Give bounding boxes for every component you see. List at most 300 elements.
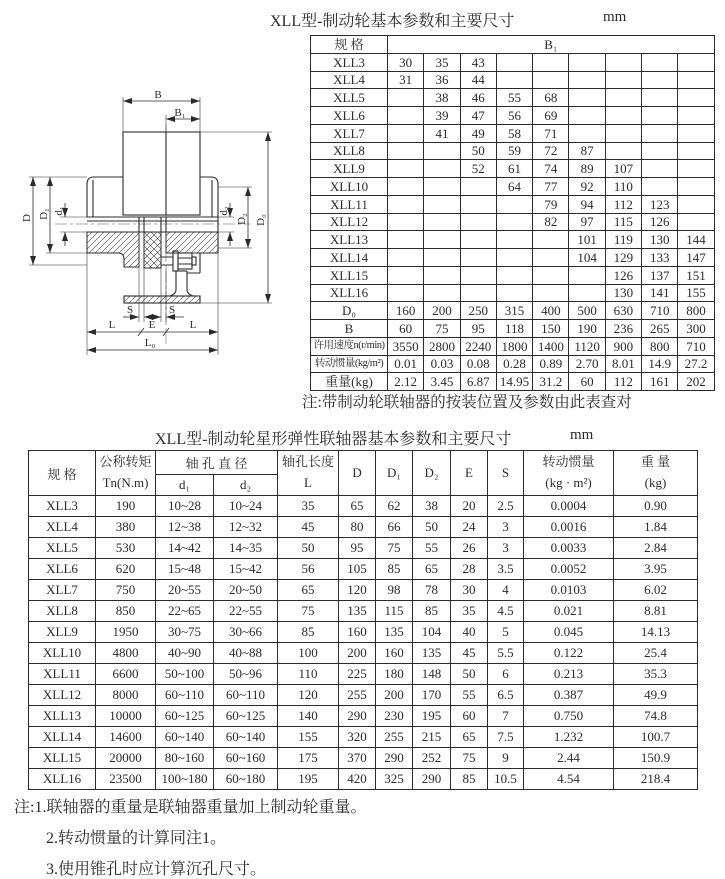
b1-value-cell xyxy=(496,71,532,89)
b1-value-cell: 107 xyxy=(605,160,641,178)
dim-label-e: E xyxy=(148,319,156,331)
value-cell: 180 xyxy=(376,664,413,685)
value-cell: 530 xyxy=(96,538,156,559)
b1-value-cell xyxy=(388,231,424,249)
param-value-cell: 27.2 xyxy=(678,355,714,373)
value-cell: 370 xyxy=(339,748,376,769)
value-cell: 325 xyxy=(376,769,413,790)
b1-value-cell xyxy=(605,89,641,107)
value-cell: 20~55 xyxy=(156,580,214,601)
brake-table-row xyxy=(311,142,715,160)
b1-value-cell: 64 xyxy=(496,178,532,196)
b1-value-cell xyxy=(388,142,424,160)
coupling-table-row xyxy=(29,559,698,580)
b1-value-cell: 72 xyxy=(533,142,569,160)
value-cell: 45 xyxy=(278,517,339,538)
b1-value-cell xyxy=(460,266,496,284)
b1-value-cell xyxy=(642,107,678,125)
value-cell: 6 xyxy=(488,664,524,685)
b1-value-cell xyxy=(678,107,714,125)
lower-title: XLL型-制动轮星形弹性联轴器基本参数和主要尺寸 xyxy=(155,431,512,448)
b1-value-cell xyxy=(388,124,424,142)
value-cell: 10~28 xyxy=(156,496,214,517)
value-cell: 56 xyxy=(278,559,339,580)
spec-cell: XLL14 xyxy=(29,727,96,748)
value-cell: 170 xyxy=(413,685,451,706)
b1-value-cell xyxy=(388,213,424,231)
coupling-table-row xyxy=(29,664,698,685)
b1-value-cell: 89 xyxy=(569,160,605,178)
param-value-cell: 250 xyxy=(460,302,496,320)
b1-value-cell: 147 xyxy=(678,249,714,267)
footnotes xyxy=(14,794,366,879)
value-cell: 35 xyxy=(451,601,488,622)
param-value-cell: 265 xyxy=(642,320,678,338)
param-value-cell: 800 xyxy=(678,302,714,320)
value-cell: 80~160 xyxy=(156,748,214,769)
value-cell: 35 xyxy=(278,496,339,517)
param-value-cell: 1800 xyxy=(496,337,532,355)
param-value-cell: 14.95 xyxy=(496,373,532,391)
param-value-cell: 236 xyxy=(605,320,641,338)
b1-value-cell: 59 xyxy=(496,142,532,160)
footnote-1: 注:1.联轴器的重量是联轴器重量加上制动轮重量。 xyxy=(14,799,367,816)
value-cell: 24 xyxy=(451,517,488,538)
param-value-cell: 6.87 xyxy=(460,373,496,391)
b1-value-cell xyxy=(496,53,532,71)
b1-value-cell: 56 xyxy=(496,107,532,125)
b1-value-cell xyxy=(642,53,678,71)
brake-table-row xyxy=(311,231,715,249)
brake-table-row xyxy=(311,89,715,107)
value-cell: 255 xyxy=(376,727,413,748)
param-value-cell: 3550 xyxy=(388,337,424,355)
value-cell: 45 xyxy=(451,643,488,664)
param-value-cell: 60 xyxy=(388,320,424,338)
b1-value-cell: 58 xyxy=(496,124,532,142)
brake-table-row xyxy=(311,178,715,196)
value-cell: 80 xyxy=(339,517,376,538)
value-cell: 95 xyxy=(339,538,376,559)
dim-label-d1-cap: D₁ xyxy=(38,208,50,220)
b1-value-cell: 133 xyxy=(642,249,678,267)
value-cell: 55 xyxy=(413,538,451,559)
value-cell: 38 xyxy=(413,496,451,517)
b1-value-cell xyxy=(678,160,714,178)
value-cell: 74.8 xyxy=(614,706,698,727)
b1-value-cell xyxy=(678,53,714,71)
coupling-table-row xyxy=(29,622,698,643)
b1-value-cell xyxy=(678,178,714,196)
b1-value-cell xyxy=(605,142,641,160)
b1-value-cell: 112 xyxy=(605,195,641,213)
value-cell: 5 xyxy=(488,622,524,643)
b1-value-cell: 41 xyxy=(424,124,460,142)
param-value-cell: 60 xyxy=(569,373,605,391)
torque-header-line2: Tn(N.m) xyxy=(102,475,149,490)
value-cell: 104 xyxy=(413,622,451,643)
spec-cell: XLL3 xyxy=(311,53,388,71)
b1-value-cell: 144 xyxy=(678,231,714,249)
value-cell: 60~160 xyxy=(214,748,278,769)
value-cell: 4.5 xyxy=(488,601,524,622)
b1-value-cell xyxy=(678,71,714,89)
b1-value-cell: 74 xyxy=(533,160,569,178)
value-cell: 135 xyxy=(339,601,376,622)
param-value-cell: 800 xyxy=(642,337,678,355)
b1-value-cell xyxy=(388,195,424,213)
value-cell: 420 xyxy=(339,769,376,790)
spec-cell: XLL9 xyxy=(29,622,96,643)
param-label-cell: 转动惯量(kg/m²) xyxy=(311,355,388,373)
value-cell: 60~140 xyxy=(214,727,278,748)
b1-value-cell xyxy=(424,249,460,267)
bore-diameter-header: 轴 孔 直 径 xyxy=(156,451,278,475)
param-value-cell: 0.28 xyxy=(496,355,532,373)
b1-value-cell xyxy=(496,231,532,249)
value-cell: 380 xyxy=(96,517,156,538)
value-cell: 30~75 xyxy=(156,622,214,643)
b1-value-cell: 94 xyxy=(569,195,605,213)
coupling-section xyxy=(87,232,218,303)
value-cell: 60~110 xyxy=(156,685,214,706)
value-cell: 65 xyxy=(278,580,339,601)
coupling-table-row xyxy=(29,643,698,664)
coupling-table-row xyxy=(29,706,698,727)
b1-value-cell: 31 xyxy=(388,71,424,89)
value-cell: 135 xyxy=(413,643,451,664)
value-cell: 75 xyxy=(278,601,339,622)
value-cell: 3.95 xyxy=(614,559,698,580)
spec-cell: XLL6 xyxy=(29,559,96,580)
b1-value-cell xyxy=(460,213,496,231)
param-value-cell: 202 xyxy=(678,373,714,391)
b1-value-cell xyxy=(605,71,641,89)
dim-label-s-right: S xyxy=(168,304,176,316)
b1-value-cell xyxy=(496,249,532,267)
b1-value-cell: 35 xyxy=(424,53,460,71)
b1-value-cell: 130 xyxy=(642,231,678,249)
b1-value-cell: 71 xyxy=(533,124,569,142)
param-value-cell: 31.2 xyxy=(533,373,569,391)
brake-table-row xyxy=(311,249,715,267)
col-header-D2: D₂ xyxy=(413,451,451,496)
value-cell: 8.81 xyxy=(614,601,698,622)
coupling-table-row xyxy=(29,685,698,706)
b1-value-cell xyxy=(460,231,496,249)
upper-title: XLL型-制动轮基本参数和主要尺寸 xyxy=(270,13,515,30)
value-cell: 160 xyxy=(339,622,376,643)
value-cell: 78 xyxy=(413,580,451,601)
b1-value-cell xyxy=(496,266,532,284)
spec-header: 规 格 xyxy=(29,451,96,496)
spec-cell: XLL7 xyxy=(29,580,96,601)
coupling-table-row xyxy=(29,538,698,559)
b1-value-cell: 123 xyxy=(642,195,678,213)
b1-value-cell xyxy=(605,124,641,142)
param-value-cell: 200 xyxy=(424,302,460,320)
param-value-cell: 0.89 xyxy=(533,355,569,373)
b1-value-cell xyxy=(388,160,424,178)
value-cell: 49.9 xyxy=(614,685,698,706)
value-cell: 20~50 xyxy=(214,580,278,601)
brake-table-param-row xyxy=(311,302,715,320)
spec-cell: XLL4 xyxy=(29,517,96,538)
b1-value-cell xyxy=(642,160,678,178)
dim-label-b1: B₁ xyxy=(174,107,186,119)
param-value-cell: 500 xyxy=(569,302,605,320)
param-value-cell: 3.45 xyxy=(424,373,460,391)
b1-value-cell xyxy=(642,71,678,89)
b1-value-cell: 55 xyxy=(496,89,532,107)
coupling-table-row xyxy=(29,517,698,538)
upper-table-note: 注:带制动轮联轴器的按装位置及参数由此表查对 xyxy=(302,394,632,411)
b1-value-cell xyxy=(424,178,460,196)
dim-label-s-left: S xyxy=(126,304,134,316)
value-cell: 148 xyxy=(413,664,451,685)
technical-drawing xyxy=(0,60,310,370)
value-cell: 225 xyxy=(339,664,376,685)
value-cell: 195 xyxy=(413,706,451,727)
param-value-cell: 315 xyxy=(496,302,532,320)
b1-value-cell xyxy=(496,213,532,231)
value-cell: 7.5 xyxy=(488,727,524,748)
value-cell: 190 xyxy=(96,496,156,517)
dim-label-l-right: L xyxy=(189,319,197,331)
b1-value-cell: 129 xyxy=(605,249,641,267)
param-value-cell: 190 xyxy=(569,320,605,338)
param-label-cell: D₀ xyxy=(311,302,388,320)
value-cell: 60~125 xyxy=(156,706,214,727)
coupling-table-row xyxy=(29,748,698,769)
brake-table-row xyxy=(311,53,715,71)
inertia-header-line2: (kg · m²) xyxy=(545,475,592,490)
value-cell: 60~125 xyxy=(214,706,278,727)
value-cell: 290 xyxy=(339,706,376,727)
param-value-cell: 2.12 xyxy=(388,373,424,391)
b1-value-cell: 61 xyxy=(496,160,532,178)
b1-value-cell: 119 xyxy=(605,231,641,249)
value-cell: 10000 xyxy=(96,706,156,727)
brake-table-row xyxy=(311,195,715,213)
b1-value-cell xyxy=(388,284,424,302)
b1-value-cell: 50 xyxy=(460,142,496,160)
value-cell: 100~180 xyxy=(156,769,214,790)
b1-value-cell: 87 xyxy=(569,142,605,160)
value-cell: 218.4 xyxy=(614,769,698,790)
value-cell: 255 xyxy=(339,685,376,706)
spec-cell: XLL9 xyxy=(311,160,388,178)
lower-unit-label: mm xyxy=(570,427,594,443)
b1-value-cell xyxy=(388,107,424,125)
value-cell: 40 xyxy=(451,622,488,643)
value-cell: 160 xyxy=(376,643,413,664)
b1-value-cell: 77 xyxy=(533,178,569,196)
value-cell: 7 xyxy=(488,706,524,727)
param-value-cell: 8.01 xyxy=(605,355,641,373)
value-cell: 135 xyxy=(376,622,413,643)
b1-value-cell: 130 xyxy=(605,284,641,302)
b1-value-cell xyxy=(533,266,569,284)
b1-value-cell xyxy=(496,195,532,213)
bore-length-header xyxy=(278,451,339,496)
value-cell: 0.213 xyxy=(524,664,614,685)
value-cell: 620 xyxy=(96,559,156,580)
inertia-header-line1: 转动惯量 xyxy=(542,454,595,470)
b1-value-cell xyxy=(388,249,424,267)
value-cell: 155 xyxy=(278,727,339,748)
param-value-cell: 161 xyxy=(642,373,678,391)
dim-label-b: B xyxy=(154,89,162,101)
value-cell: 3.5 xyxy=(488,559,524,580)
b1-value-cell xyxy=(424,231,460,249)
value-cell: 60~140 xyxy=(156,727,214,748)
b1-value-cell xyxy=(605,107,641,125)
spec-cell: XLL8 xyxy=(29,601,96,622)
b1-value-cell: 141 xyxy=(642,284,678,302)
value-cell: 4 xyxy=(488,580,524,601)
param-value-cell: 118 xyxy=(496,320,532,338)
dim-label-d1-low: d₁ xyxy=(53,206,65,216)
b1-value-cell: 44 xyxy=(460,71,496,89)
value-cell: 25.4 xyxy=(614,643,698,664)
spec-cell: XLL15 xyxy=(29,748,96,769)
b1-value-cell: 43 xyxy=(460,53,496,71)
brake-table-header-row xyxy=(311,36,715,54)
value-cell: 26 xyxy=(451,538,488,559)
value-cell: 62 xyxy=(376,496,413,517)
value-cell: 252 xyxy=(413,748,451,769)
coupling-table-row xyxy=(29,496,698,517)
param-value-cell: 400 xyxy=(533,302,569,320)
value-cell: 14~35 xyxy=(214,538,278,559)
b1-value-cell xyxy=(569,284,605,302)
b1-value-cell xyxy=(642,89,678,107)
torque-header xyxy=(96,451,156,496)
param-label-cell: 许用速度n(r/min) xyxy=(311,337,388,355)
coupling-table-row xyxy=(29,580,698,601)
b1-value-cell xyxy=(424,160,460,178)
b1-value-cell: 69 xyxy=(533,107,569,125)
b1-value-cell xyxy=(642,178,678,196)
brake-table-row xyxy=(311,160,715,178)
b1-value-cell xyxy=(533,249,569,267)
b1-value-cell xyxy=(569,266,605,284)
b1-value-cell: 101 xyxy=(569,231,605,249)
param-value-cell: 75 xyxy=(424,320,460,338)
param-value-cell: 0.08 xyxy=(460,355,496,373)
b1-value-cell: 47 xyxy=(460,107,496,125)
value-cell: 6.02 xyxy=(614,580,698,601)
spec-cell: XLL13 xyxy=(29,706,96,727)
value-cell: 0.90 xyxy=(614,496,698,517)
b1-value-cell xyxy=(460,249,496,267)
spec-cell: XLL12 xyxy=(311,213,388,231)
value-cell: 5.5 xyxy=(488,643,524,664)
param-value-cell: 710 xyxy=(678,337,714,355)
b1-value-cell xyxy=(569,107,605,125)
b1-value-cell xyxy=(533,284,569,302)
value-cell: 290 xyxy=(413,769,451,790)
value-cell: 50~100 xyxy=(156,664,214,685)
param-value-cell: 2800 xyxy=(424,337,460,355)
b1-value-cell xyxy=(678,142,714,160)
value-cell: 0.0016 xyxy=(524,517,614,538)
dim-label-d: D xyxy=(21,214,33,222)
value-cell: 0.045 xyxy=(524,622,614,643)
b1-header: B₁ xyxy=(388,36,715,54)
value-cell: 22~55 xyxy=(214,601,278,622)
value-cell: 2.5 xyxy=(488,496,524,517)
param-value-cell: 0.03 xyxy=(424,355,460,373)
b1-value-cell: 104 xyxy=(569,249,605,267)
brake-table-row xyxy=(311,71,715,89)
bore-length-line2: L xyxy=(304,475,312,490)
value-cell: 66 xyxy=(376,517,413,538)
value-cell: 98 xyxy=(376,580,413,601)
param-value-cell: 1400 xyxy=(533,337,569,355)
param-value-cell: 0.01 xyxy=(388,355,424,373)
b1-value-cell xyxy=(642,142,678,160)
value-cell: 50 xyxy=(451,664,488,685)
value-cell: 1.84 xyxy=(614,517,698,538)
brake-wheel-table xyxy=(310,35,715,391)
value-cell: 120 xyxy=(278,685,339,706)
coupling-table-row xyxy=(29,727,698,748)
b1-value-cell xyxy=(388,266,424,284)
spec-cell: XLL10 xyxy=(311,178,388,196)
spec-cell: XLL14 xyxy=(311,249,388,267)
b1-value-cell xyxy=(569,71,605,89)
value-cell: 60~180 xyxy=(214,769,278,790)
b1-value-cell xyxy=(460,284,496,302)
spec-cell: XLL6 xyxy=(311,107,388,125)
dim-label-d2-cap: D₂ xyxy=(236,213,248,225)
value-cell: 4800 xyxy=(96,643,156,664)
footnote-3: 3.使用锥孔时应计算沉孔尺寸。 xyxy=(46,861,267,878)
value-cell: 230 xyxy=(376,706,413,727)
value-cell: 28 xyxy=(451,559,488,580)
b1-value-cell xyxy=(460,178,496,196)
param-value-cell: 150 xyxy=(533,320,569,338)
value-cell: 40~88 xyxy=(214,643,278,664)
inertia-header xyxy=(524,451,614,496)
param-value-cell: 630 xyxy=(605,302,641,320)
value-cell: 10.5 xyxy=(488,769,524,790)
value-cell: 320 xyxy=(339,727,376,748)
brake-table-param-row xyxy=(311,355,715,373)
spec-cell: XLL8 xyxy=(311,142,388,160)
bore-length-line1: 轴孔长度 xyxy=(282,454,335,470)
value-cell: 0.122 xyxy=(524,643,614,664)
value-cell: 12~38 xyxy=(156,517,214,538)
b1-value-cell xyxy=(605,53,641,71)
col-header-d2: d₂ xyxy=(214,475,278,496)
value-cell: 140 xyxy=(278,706,339,727)
value-cell: 65 xyxy=(451,727,488,748)
col-header-E: E xyxy=(451,451,488,496)
value-cell: 150.9 xyxy=(614,748,698,769)
coupling-table-row xyxy=(29,601,698,622)
spec-cell: XLL7 xyxy=(311,124,388,142)
param-value-cell: 95 xyxy=(460,320,496,338)
spec-cell: XLL5 xyxy=(29,538,96,559)
b1-value-cell xyxy=(388,89,424,107)
b1-value-cell xyxy=(642,124,678,142)
value-cell: 6.5 xyxy=(488,685,524,706)
spec-cell: XLL16 xyxy=(311,284,388,302)
param-value-cell: 112 xyxy=(605,373,641,391)
